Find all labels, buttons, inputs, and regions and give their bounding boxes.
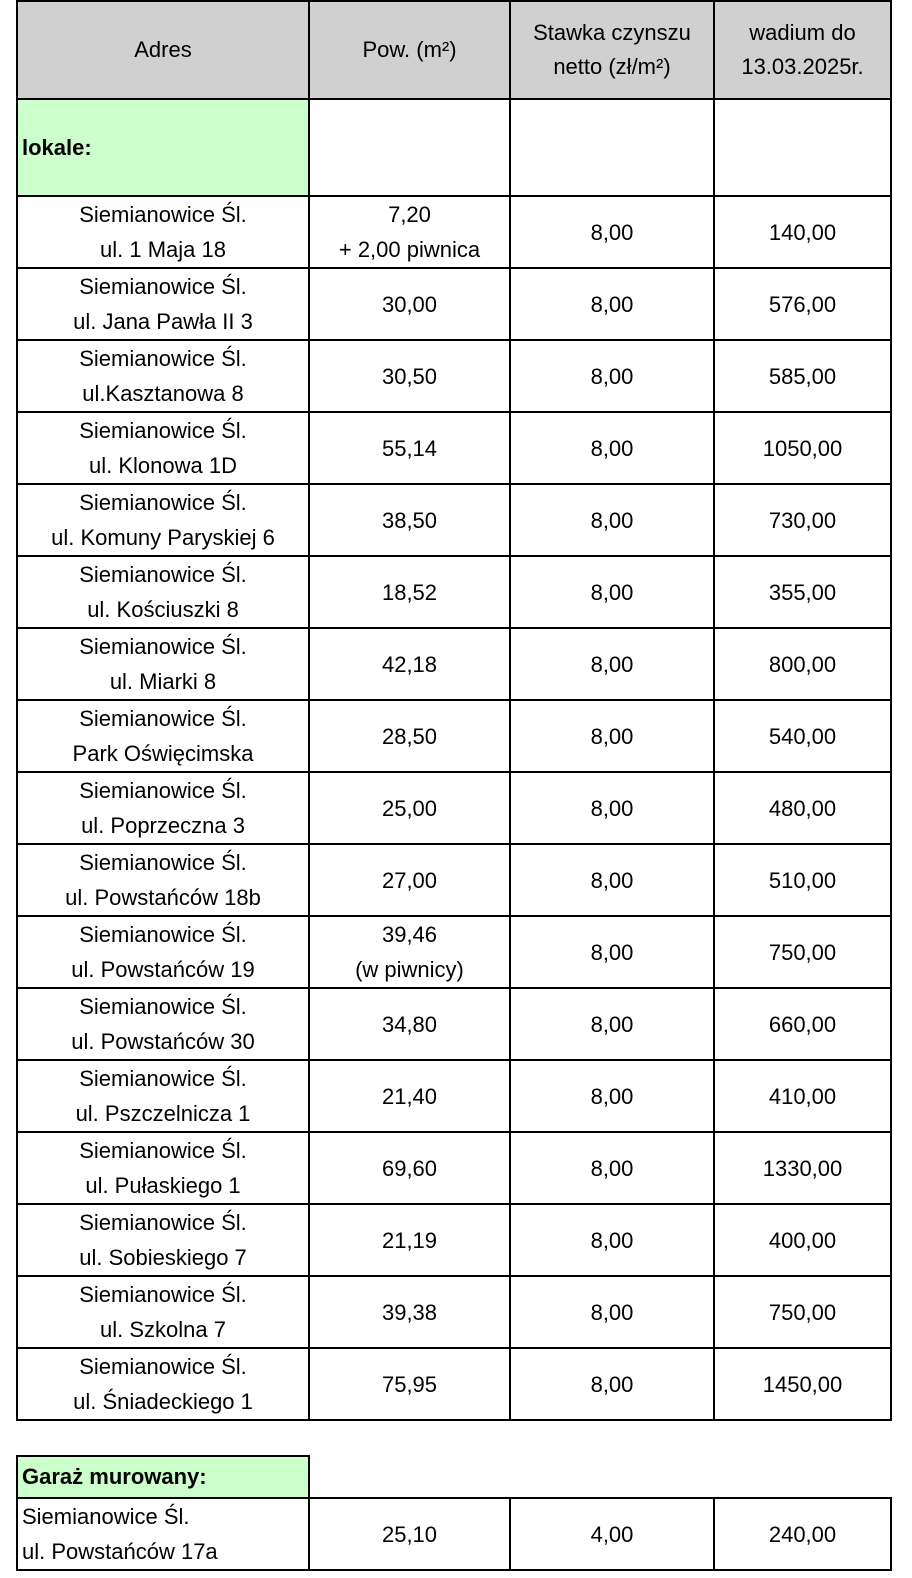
deposit-cell: 660,00 bbox=[714, 988, 891, 1060]
table-row bbox=[17, 1204, 891, 1276]
garage-area: 25,10 bbox=[309, 1498, 510, 1570]
header-deposit-line2: 13.03.2025r. bbox=[741, 54, 864, 79]
address-city: Siemianowice Śl. bbox=[79, 1282, 247, 1307]
address-city: Siemianowice Śl. bbox=[79, 634, 247, 659]
address-city: Siemianowice Śl. bbox=[79, 1066, 247, 1091]
rate-cell: 8,00 bbox=[510, 916, 714, 988]
table-row bbox=[17, 268, 891, 340]
rate-cell: 8,00 bbox=[510, 1276, 714, 1348]
header-address: Adres bbox=[17, 1, 309, 99]
area-cell bbox=[309, 556, 510, 628]
deposit-cell: 400,00 bbox=[714, 1204, 891, 1276]
blank-cell bbox=[714, 1456, 891, 1498]
area-value: 42,18 bbox=[381, 651, 438, 677]
rate-cell: 8,00 bbox=[510, 844, 714, 916]
address-street: ul. Powstańców 30 bbox=[71, 1029, 255, 1054]
deposit-cell: 480,00 bbox=[714, 772, 891, 844]
table-row bbox=[17, 628, 891, 700]
rate-cell: 8,00 bbox=[510, 556, 714, 628]
address-cell bbox=[17, 1276, 309, 1348]
deposit-cell: 750,00 bbox=[714, 1276, 891, 1348]
deposit-cell: 1330,00 bbox=[714, 1132, 891, 1204]
area-cell bbox=[309, 196, 510, 268]
address-city: Siemianowice Śl. bbox=[79, 202, 247, 227]
area-value: 75,95 bbox=[381, 1371, 438, 1397]
address-cell bbox=[17, 268, 309, 340]
rate-cell: 8,00 bbox=[510, 268, 714, 340]
header-deposit-line1: wadium do bbox=[749, 20, 856, 45]
address-cell bbox=[17, 844, 309, 916]
address-street: ul. Pszczelnicza 1 bbox=[75, 1101, 251, 1126]
area-value: 25,00 bbox=[381, 795, 438, 821]
area-value: 21,19 bbox=[381, 1227, 438, 1253]
deposit-cell: 1450,00 bbox=[714, 1348, 891, 1420]
rate-cell: 8,00 bbox=[510, 196, 714, 268]
area-value: 28,50 bbox=[381, 723, 438, 749]
address-city: Siemianowice Śl. bbox=[79, 1138, 247, 1163]
deposit-cell: 140,00 bbox=[714, 196, 891, 268]
area-cell bbox=[309, 772, 510, 844]
area-value: 7,20 bbox=[388, 202, 431, 227]
address-street: ul. Powstańców 18b bbox=[65, 885, 261, 910]
area-cell bbox=[309, 1276, 510, 1348]
address-street: ul. Sobieskiego 7 bbox=[79, 1245, 247, 1270]
rate-cell: 8,00 bbox=[510, 628, 714, 700]
garage-rate: 4,00 bbox=[510, 1498, 714, 1570]
address-street: ul. Śniadeckiego 1 bbox=[73, 1389, 253, 1414]
address-cell bbox=[17, 916, 309, 988]
deposit-cell: 800,00 bbox=[714, 628, 891, 700]
garage-city: Siemianowice Śl. bbox=[22, 1504, 190, 1529]
blank-cell bbox=[309, 1456, 510, 1498]
area-value: 39,38 bbox=[381, 1299, 438, 1325]
rate-cell: 8,00 bbox=[510, 700, 714, 772]
address-street: ul. Szkolna 7 bbox=[100, 1317, 226, 1342]
address-cell bbox=[17, 412, 309, 484]
header-rate-line1: Stawka czynszu bbox=[533, 20, 691, 45]
address-city: Siemianowice Śl. bbox=[79, 274, 247, 299]
area-cell bbox=[309, 1348, 510, 1420]
table-row bbox=[17, 1132, 891, 1204]
area-value: 27,00 bbox=[381, 867, 438, 893]
address-cell bbox=[17, 1060, 309, 1132]
address-cell bbox=[17, 1348, 309, 1420]
lokale-table bbox=[16, 0, 892, 1421]
address-city: Siemianowice Śl. bbox=[79, 1210, 247, 1235]
garage-row bbox=[17, 1498, 891, 1570]
address-street: ul. Miarki 8 bbox=[109, 669, 217, 694]
deposit-cell: 750,00 bbox=[714, 916, 891, 988]
deposit-cell: 410,00 bbox=[714, 1060, 891, 1132]
garage-street: ul. Powstańców 17a bbox=[22, 1539, 218, 1564]
deposit-cell: 576,00 bbox=[714, 268, 891, 340]
area-value: 21,40 bbox=[381, 1083, 438, 1109]
table-row bbox=[17, 844, 891, 916]
rate-cell: 8,00 bbox=[510, 484, 714, 556]
area-cell bbox=[309, 1204, 510, 1276]
header-deposit bbox=[714, 1, 891, 99]
rate-cell: 8,00 bbox=[510, 1060, 714, 1132]
address-city: Siemianowice Śl. bbox=[79, 562, 247, 587]
area-value: 30,50 bbox=[381, 363, 438, 389]
garage-deposit: 240,00 bbox=[714, 1498, 891, 1570]
rate-cell: 8,00 bbox=[510, 1348, 714, 1420]
area-cell bbox=[309, 484, 510, 556]
address-city: Siemianowice Śl. bbox=[79, 994, 247, 1019]
address-cell bbox=[17, 484, 309, 556]
area-cell bbox=[309, 1132, 510, 1204]
address-city: Siemianowice Śl. bbox=[79, 418, 247, 443]
garage-table bbox=[16, 1455, 892, 1571]
area-cell bbox=[309, 412, 510, 484]
deposit-cell: 585,00 bbox=[714, 340, 891, 412]
address-street: ul. Komuny Paryskiej 6 bbox=[51, 525, 275, 550]
address-cell bbox=[17, 1204, 309, 1276]
table-row bbox=[17, 556, 891, 628]
address-city: Siemianowice Śl. bbox=[79, 850, 247, 875]
header-rate-line2: netto (zł/m²) bbox=[553, 54, 671, 79]
deposit-cell: 355,00 bbox=[714, 556, 891, 628]
table-row bbox=[17, 1348, 891, 1420]
section-lokale-row bbox=[17, 99, 891, 196]
area-cell bbox=[309, 844, 510, 916]
address-city: Siemianowice Śl. bbox=[79, 922, 247, 947]
rate-cell: 8,00 bbox=[510, 772, 714, 844]
blank-cell bbox=[510, 1456, 714, 1498]
address-street: ul. Kościuszki 8 bbox=[87, 597, 239, 622]
address-street: ul. Klonowa 1D bbox=[89, 453, 237, 478]
address-street: ul. Pułaskiego 1 bbox=[85, 1173, 241, 1198]
address-street: ul. Powstańców 19 bbox=[71, 957, 255, 982]
area-value: 55,14 bbox=[381, 435, 438, 461]
address-cell bbox=[17, 772, 309, 844]
address-cell bbox=[17, 1132, 309, 1204]
address-street: ul.Kasztanowa 8 bbox=[82, 381, 244, 406]
table-row bbox=[17, 988, 891, 1060]
table-row bbox=[17, 700, 891, 772]
area-value: 30,00 bbox=[381, 291, 438, 317]
address-cell bbox=[17, 628, 309, 700]
address-cell bbox=[17, 196, 309, 268]
table-row bbox=[17, 1060, 891, 1132]
address-street: Park Oświęcimska bbox=[72, 741, 254, 766]
area-cell bbox=[309, 268, 510, 340]
deposit-cell: 540,00 bbox=[714, 700, 891, 772]
address-city: Siemianowice Śl. bbox=[79, 778, 247, 803]
address-city: Siemianowice Śl. bbox=[79, 706, 247, 731]
area-cell bbox=[309, 340, 510, 412]
garage-address bbox=[17, 1498, 309, 1570]
area-cell bbox=[309, 700, 510, 772]
address-street: ul. Poprzeczna 3 bbox=[81, 813, 245, 838]
empty-cell bbox=[714, 99, 891, 196]
address-street: ul. Jana Pawła II 3 bbox=[73, 309, 253, 334]
address-cell bbox=[17, 556, 309, 628]
table-row bbox=[17, 412, 891, 484]
area-cell bbox=[309, 916, 510, 988]
section-garage-label: Garaż murowany: bbox=[17, 1456, 309, 1498]
rate-cell: 8,00 bbox=[510, 1204, 714, 1276]
address-city: Siemianowice Śl. bbox=[79, 346, 247, 371]
address-cell bbox=[17, 340, 309, 412]
deposit-cell: 1050,00 bbox=[714, 412, 891, 484]
area-value: 34,80 bbox=[381, 1011, 438, 1037]
area-value: 38,50 bbox=[381, 507, 438, 533]
area-cell bbox=[309, 628, 510, 700]
rate-cell: 8,00 bbox=[510, 988, 714, 1060]
area-note: (w piwnicy) bbox=[355, 957, 464, 982]
section-lokale-label: lokale: bbox=[17, 99, 309, 196]
rate-cell: 8,00 bbox=[510, 412, 714, 484]
empty-cell bbox=[309, 99, 510, 196]
address-cell bbox=[17, 700, 309, 772]
table-row bbox=[17, 484, 891, 556]
area-value: 69,60 bbox=[381, 1155, 438, 1181]
table-row bbox=[17, 772, 891, 844]
rate-cell: 8,00 bbox=[510, 340, 714, 412]
section-garage-row bbox=[17, 1456, 891, 1498]
address-cell bbox=[17, 988, 309, 1060]
empty-cell bbox=[510, 99, 714, 196]
deposit-cell: 510,00 bbox=[714, 844, 891, 916]
rate-cell: 8,00 bbox=[510, 1132, 714, 1204]
area-cell bbox=[309, 988, 510, 1060]
area-note: + 2,00 piwnica bbox=[338, 237, 481, 262]
area-value: 39,46 bbox=[381, 922, 438, 947]
address-city: Siemianowice Śl. bbox=[79, 490, 247, 515]
table-row bbox=[17, 916, 891, 988]
table-row bbox=[17, 1276, 891, 1348]
deposit-cell: 730,00 bbox=[714, 484, 891, 556]
table-row bbox=[17, 340, 891, 412]
address-street: ul. 1 Maja 18 bbox=[100, 237, 226, 262]
header-row bbox=[17, 1, 891, 99]
address-city: Siemianowice Śl. bbox=[79, 1354, 247, 1379]
table-row bbox=[17, 196, 891, 268]
area-value: 18,52 bbox=[381, 579, 438, 605]
header-rate bbox=[510, 1, 714, 99]
header-area: Pow. (m²) bbox=[309, 1, 510, 99]
area-cell bbox=[309, 1060, 510, 1132]
